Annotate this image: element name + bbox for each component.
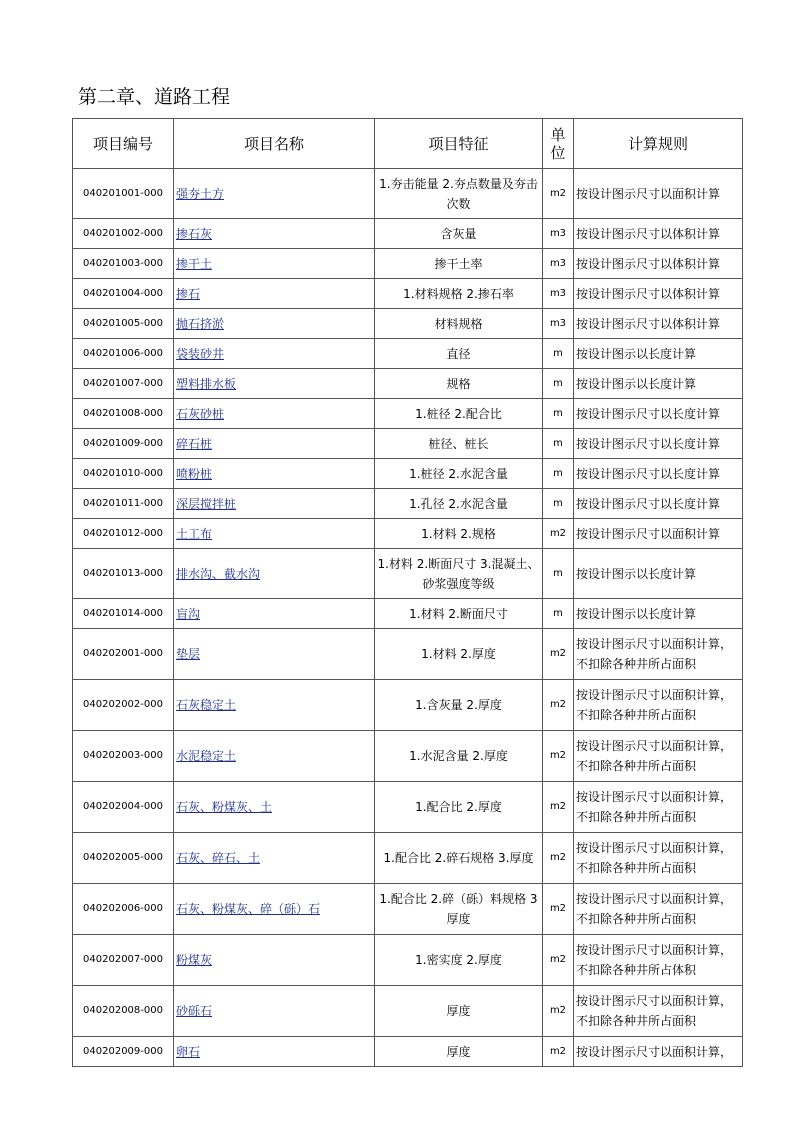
item-unit: m2: [543, 833, 574, 884]
item-rule: 按设计图示尺寸以体积计算: [574, 279, 743, 309]
item-feature: 材料规格: [375, 309, 543, 339]
item-unit: m: [543, 339, 574, 369]
item-feature: 1.配合比 2.碎石规格 3.厚度: [375, 833, 543, 884]
item-rule: 按设计图示尺寸以面积计算: [574, 519, 743, 549]
item-rule: 按设计图示尺寸以长度计算: [574, 399, 743, 429]
item-name-cell: [174, 782, 375, 833]
item-name-cell: [174, 599, 375, 629]
item-rule: 按设计图示尺寸以面积计算，不扣除各种井所占面积: [574, 680, 743, 731]
item-name-cell: [174, 986, 375, 1037]
item-name-cell: [174, 629, 375, 680]
header-name: 项目名称: [174, 119, 375, 169]
item-rule: 按设计图示尺寸以长度计算: [574, 459, 743, 489]
item-name-link[interactable]: 强夯土方: [176, 186, 225, 201]
item-name-link[interactable]: 盲沟: [176, 606, 201, 621]
item-code: 040201010-000: [73, 459, 174, 489]
item-name-link[interactable]: 石灰稳定土: [176, 698, 237, 712]
item-feature: 1.配合比 2.碎（砾）料规格 3厚度: [375, 884, 543, 935]
item-unit: m3: [543, 219, 574, 249]
item-rule: 按设计图示以长度计算: [574, 339, 743, 369]
table-row: [73, 833, 743, 884]
item-name-cell: [174, 249, 375, 279]
item-feature: 含灰量: [375, 219, 543, 249]
item-unit: m: [543, 599, 574, 629]
table-row: [73, 599, 743, 629]
item-unit: m: [543, 399, 574, 429]
item-unit: m2: [543, 986, 574, 1037]
item-name-link[interactable]: 掺石: [176, 286, 201, 301]
item-name-cell: [174, 219, 375, 249]
item-code: 040202001-000: [73, 629, 174, 680]
table-body: [73, 169, 743, 1067]
item-code: 040202003-000: [73, 731, 174, 782]
item-unit: m2: [543, 519, 574, 549]
item-feature: 1.密实度 2.厚度: [375, 935, 543, 986]
item-rule: 按设计图示以长度计算: [574, 369, 743, 399]
item-rule: 按设计图示尺寸以面积计算，不扣除各种井所占面积: [574, 782, 743, 833]
item-name-cell: [174, 549, 375, 599]
item-rule: 按设计图示以长度计算: [574, 549, 743, 599]
item-name-link[interactable]: 粉煤灰: [176, 953, 213, 967]
item-feature: 1.孔径 2.水泥含量: [375, 489, 543, 519]
item-name-cell: [174, 169, 375, 219]
table-row: [73, 169, 743, 219]
item-name-link[interactable]: 土工布: [176, 526, 213, 541]
item-unit: m: [543, 489, 574, 519]
item-rule: 按设计图示尺寸以面积计算，不扣除各种井所占面积: [574, 884, 743, 935]
header-feature: 项目特征: [375, 119, 543, 169]
table-row: [73, 249, 743, 279]
item-unit: m3: [543, 309, 574, 339]
item-code: 040202009-000: [73, 1037, 174, 1067]
item-name-cell: [174, 519, 375, 549]
item-name-cell: [174, 935, 375, 986]
table-row: [73, 519, 743, 549]
item-feature: 1.含灰量 2.厚度: [375, 680, 543, 731]
spec-table: [72, 118, 743, 1067]
table-row: [73, 782, 743, 833]
item-feature: 1.材料规格 2.掺石率: [375, 279, 543, 309]
item-name-cell: [174, 731, 375, 782]
item-code: 040201004-000: [73, 279, 174, 309]
item-name-link[interactable]: 垫层: [176, 647, 201, 661]
item-name-link[interactable]: 石灰、碎石、土: [176, 851, 261, 865]
item-name-cell: [174, 279, 375, 309]
item-name-cell: [174, 339, 375, 369]
item-name-cell: [174, 489, 375, 519]
item-unit: m3: [543, 249, 574, 279]
item-code: 040201014-000: [73, 599, 174, 629]
item-code: 040201009-000: [73, 429, 174, 459]
item-unit: m2: [543, 782, 574, 833]
item-unit: m2: [543, 1037, 574, 1067]
item-unit: m2: [543, 731, 574, 782]
item-rule: 按设计图示尺寸以面积计算，不扣除各种井所占面积: [574, 986, 743, 1037]
item-unit: m2: [543, 629, 574, 680]
item-name-cell: [174, 884, 375, 935]
item-name-cell: [174, 309, 375, 339]
item-name-cell: [174, 833, 375, 884]
item-name-link[interactable]: 排水沟、截水沟: [176, 566, 261, 581]
item-feature: 厚度: [375, 1037, 543, 1067]
table-row: [73, 309, 743, 339]
item-rule: 按设计图示尺寸以面积计算，不扣除各种井所占面积: [574, 629, 743, 680]
chapter-title: 第二章、道路工程: [78, 86, 231, 108]
item-rule: 按设计图示尺寸以面积计算，不扣除各种井所占面积: [574, 833, 743, 884]
item-code: 040201002-000: [73, 219, 174, 249]
item-feature: 掺干土率: [375, 249, 543, 279]
item-unit: m: [543, 549, 574, 599]
item-code: 040202005-000: [73, 833, 174, 884]
item-code: 040201008-000: [73, 399, 174, 429]
item-name-link[interactable]: 石灰、粉煤灰、土: [176, 800, 273, 814]
item-code: 040201013-000: [73, 549, 174, 599]
item-rule: 按设计图示尺寸以面积计算: [574, 169, 743, 219]
item-unit: m3: [543, 279, 574, 309]
item-unit: m: [543, 459, 574, 489]
table-row: [73, 1037, 743, 1067]
table-row: [73, 219, 743, 249]
item-code: 040201005-000: [73, 309, 174, 339]
item-unit: m2: [543, 169, 574, 219]
item-name-cell: [174, 1037, 375, 1067]
item-name-link[interactable]: 掺干土: [176, 256, 213, 271]
item-code: 040202008-000: [73, 986, 174, 1037]
table-row: [73, 429, 743, 459]
item-name-link[interactable]: 卵石: [176, 1044, 201, 1059]
item-unit: m: [543, 429, 574, 459]
item-feature: 1.材料 2.断面尺寸 3.混凝土、砂浆强度等级: [375, 549, 543, 599]
item-rule: 按设计图示尺寸以长度计算: [574, 489, 743, 519]
header-unit: 单位: [543, 119, 574, 169]
table-row: [73, 986, 743, 1037]
table-row: [73, 549, 743, 599]
item-feature: 直径: [375, 339, 543, 369]
item-unit: m: [543, 369, 574, 399]
item-feature: 1.桩径 2.水泥含量: [375, 459, 543, 489]
item-name-link[interactable]: 砂砾石: [176, 1004, 213, 1018]
item-feature: 桩径、桩长: [375, 429, 543, 459]
item-code: 040202002-000: [73, 680, 174, 731]
item-code: 040201012-000: [73, 519, 174, 549]
item-name-link[interactable]: 喷粉桩: [176, 466, 213, 481]
table-row: [73, 629, 743, 680]
item-name-link[interactable]: 石灰、粉煤灰、碎（砾）石: [176, 902, 321, 916]
item-unit: m2: [543, 680, 574, 731]
item-code: 040202007-000: [73, 935, 174, 986]
item-feature: 1.材料 2.断面尺寸: [375, 599, 543, 629]
item-rule: 按设计图示尺寸以体积计算: [574, 309, 743, 339]
item-feature: 1.材料 2.厚度: [375, 629, 543, 680]
item-name-cell: [174, 680, 375, 731]
header-code: 项目编号: [73, 119, 174, 169]
table-row: [73, 884, 743, 935]
item-code: 040201001-000: [73, 169, 174, 219]
item-code: 040202004-000: [73, 782, 174, 833]
item-name-link[interactable]: 碎石桩: [176, 436, 213, 451]
item-feature: 厚度: [375, 986, 543, 1037]
item-rule: 按设计图示尺寸以长度计算: [574, 429, 743, 459]
item-code: 040201003-000: [73, 249, 174, 279]
item-rule: 按设计图示尺寸以面积计算，: [574, 1037, 743, 1067]
table-row: [73, 369, 743, 399]
item-rule: 按设计图示以长度计算: [574, 599, 743, 629]
item-rule: 按设计图示尺寸以面积计算，不扣除各种井所占体积: [574, 935, 743, 986]
item-feature: 1.水泥含量 2.厚度: [375, 731, 543, 782]
item-rule: 按设计图示尺寸以面积计算，不扣除各种井所占面积: [574, 731, 743, 782]
item-name-link[interactable]: 水泥稳定土: [176, 749, 237, 763]
item-rule: 按设计图示尺寸以体积计算: [574, 219, 743, 249]
item-code: 040202006-000: [73, 884, 174, 935]
item-name-cell: [174, 459, 375, 489]
item-feature: 1.桩径 2.配合比: [375, 399, 543, 429]
item-code: 040201011-000: [73, 489, 174, 519]
table-header-row: [73, 119, 743, 169]
table-row: [73, 339, 743, 369]
table-row: [73, 935, 743, 986]
table-row: [73, 399, 743, 429]
item-name-cell: [174, 429, 375, 459]
item-name-cell: [174, 399, 375, 429]
table-row: [73, 731, 743, 782]
item-unit: m2: [543, 884, 574, 935]
item-feature: 1.夯击能量 2.夯点数量及夯击次数: [375, 169, 543, 219]
item-feature: 1.材料 2.规格: [375, 519, 543, 549]
item-name-link[interactable]: 袋装砂井: [176, 346, 225, 361]
item-name-cell: [174, 369, 375, 399]
table-row: [73, 459, 743, 489]
item-unit: m2: [543, 935, 574, 986]
item-code: 040201007-000: [73, 369, 174, 399]
item-code: 040201006-000: [73, 339, 174, 369]
table-row: [73, 489, 743, 519]
item-name-link[interactable]: 抛石挤淤: [176, 316, 225, 331]
item-name-link[interactable]: 深层搅拌桩: [176, 496, 237, 511]
item-rule: 按设计图示尺寸以体积计算: [574, 249, 743, 279]
item-name-link[interactable]: 塑料排水板: [176, 376, 237, 391]
item-feature: 规格: [375, 369, 543, 399]
item-feature: 1.配合比 2.厚度: [375, 782, 543, 833]
item-name-link[interactable]: 石灰砂桩: [176, 406, 225, 421]
table-row: [73, 279, 743, 309]
table-row: [73, 680, 743, 731]
header-rule: 计算规则: [574, 119, 743, 169]
item-name-link[interactable]: 掺石灰: [176, 226, 213, 241]
